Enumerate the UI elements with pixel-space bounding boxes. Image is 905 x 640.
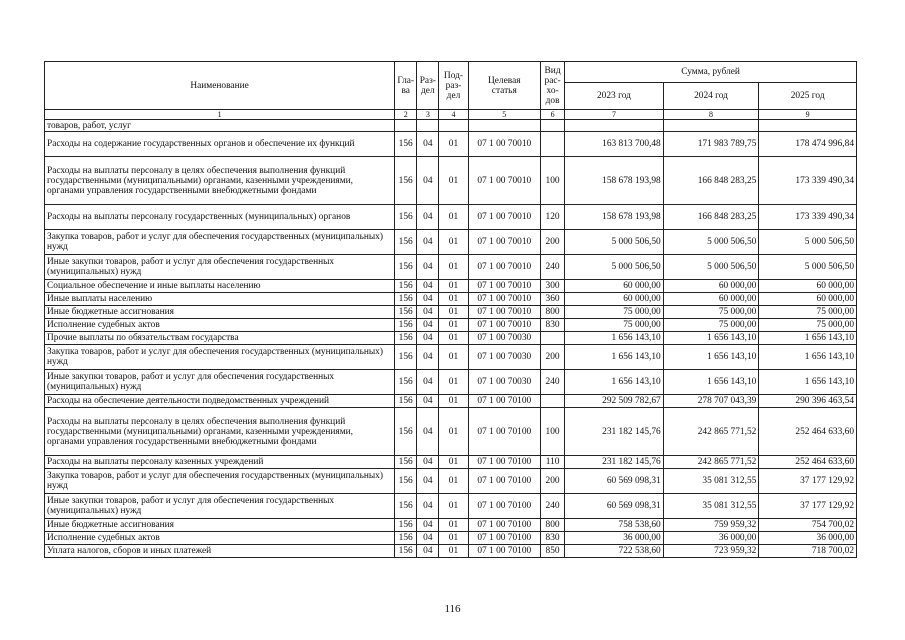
cell-vid-rashodov: 240 xyxy=(541,255,565,280)
table-row xyxy=(45,545,857,558)
cell-sum-2025: 5 000 506,50 xyxy=(759,255,857,280)
cell-name: Расходы на обеспечение деятельности подведомственных учреждений xyxy=(45,395,395,408)
cell-sum-2025: 5 000 506,50 xyxy=(759,230,857,255)
cell-glava: 156 xyxy=(395,280,417,293)
cell-glava: 156 xyxy=(395,494,417,519)
cell-sum-2023: 5 000 506,50 xyxy=(565,230,664,255)
cell-vid-rashodov: 110 xyxy=(541,456,565,469)
page-number: 116 xyxy=(444,603,461,615)
cell-celevaya-statya: 07 1 00 70100 xyxy=(468,532,540,545)
cell-vid-rashodov: 100 xyxy=(541,408,565,456)
cell-vid-rashodov xyxy=(541,120,565,132)
cell-glava: 156 xyxy=(395,205,417,230)
cell-celevaya-statya: 07 1 00 70100 xyxy=(468,456,540,469)
cell-sum-2025: 173 339 490,34 xyxy=(759,157,857,205)
cell-glava: 156 xyxy=(395,370,417,395)
table-row xyxy=(45,519,857,532)
table-row xyxy=(45,205,857,230)
cell-glava: 156 xyxy=(395,532,417,545)
cell-celevaya-statya: 07 1 00 70030 xyxy=(468,332,540,345)
cell-sum-2025: 1 656 143,10 xyxy=(759,345,857,370)
table-row xyxy=(45,255,857,280)
header-razdel: Раз- дел xyxy=(417,62,439,110)
cell-sum-2025: 60 000,00 xyxy=(759,280,857,293)
cell-vid-rashodov: 800 xyxy=(541,519,565,532)
cell-sum-2024: 242 865 771,52 xyxy=(663,456,759,469)
cell-podrazdel: 01 xyxy=(439,332,468,345)
table-row xyxy=(45,469,857,494)
cell-glava: 156 xyxy=(395,345,417,370)
cell-glava: 156 xyxy=(395,332,417,345)
cell-name: Иные закупки товаров, работ и услуг для обеспечения государственных (муниципальных) нужд xyxy=(45,494,395,519)
cell-sum-2025: 1 656 143,10 xyxy=(759,332,857,345)
cell-celevaya-statya: 07 1 00 70100 xyxy=(468,494,540,519)
header-year-2025: 2025 год xyxy=(759,83,857,110)
cell-sum-2025: 36 000,00 xyxy=(759,532,857,545)
cell-podrazdel: 01 xyxy=(439,519,468,532)
header-year-2024: 2024 год xyxy=(663,83,759,110)
header-name: Наименование xyxy=(45,62,395,110)
cell-podrazdel: 01 xyxy=(439,230,468,255)
cell-sum-2025: 290 396 463,54 xyxy=(759,395,857,408)
cell-sum-2024: 171 983 789,75 xyxy=(663,132,759,157)
cell-sum-2023: 75 000,00 xyxy=(565,306,664,319)
cell-sum-2023: 36 000,00 xyxy=(565,532,664,545)
table-row xyxy=(45,494,857,519)
table-row xyxy=(45,293,857,306)
cell-razdel: 04 xyxy=(417,532,439,545)
table-row xyxy=(45,370,857,395)
cell-name: товаров, работ, услуг xyxy=(45,120,395,132)
cell-podrazdel xyxy=(439,120,468,132)
cell-sum-2024: 1 656 143,10 xyxy=(663,345,759,370)
cell-glava: 156 xyxy=(395,319,417,332)
cell-podrazdel: 01 xyxy=(439,494,468,519)
cell-podrazdel: 01 xyxy=(439,205,468,230)
cell-sum-2023: 231 182 145,76 xyxy=(565,456,664,469)
cell-sum-2024: 166 848 283,25 xyxy=(663,205,759,230)
cell-sum-2023: 163 813 700,48 xyxy=(565,132,664,157)
cell-vid-rashodov: 360 xyxy=(541,293,565,306)
cell-celevaya-statya: 07 1 00 70100 xyxy=(468,408,540,456)
cell-vid-rashodov xyxy=(541,395,565,408)
cell-celevaya-statya: 07 1 00 70030 xyxy=(468,370,540,395)
cell-razdel: 04 xyxy=(417,469,439,494)
header-year-2023: 2023 год xyxy=(565,83,664,110)
cell-name: Иные закупки товаров, работ и услуг для обеспечения государственных (муниципальных) нужд xyxy=(45,255,395,280)
cell-celevaya-statya: 07 1 00 70010 xyxy=(468,306,540,319)
colnum-1: 1 xyxy=(45,110,395,120)
cell-podrazdel: 01 xyxy=(439,469,468,494)
cell-glava: 156 xyxy=(395,157,417,205)
cell-sum-2023: 158 678 193,98 xyxy=(565,205,664,230)
cell-name: Уплата налогов, сборов и иных платежей xyxy=(45,545,395,558)
cell-sum-2024: 759 959,32 xyxy=(663,519,759,532)
table-row xyxy=(45,306,857,319)
cell-celevaya-statya: 07 1 00 70010 xyxy=(468,280,540,293)
cell-sum-2025: 75 000,00 xyxy=(759,306,857,319)
table-row xyxy=(45,120,857,132)
cell-razdel: 04 xyxy=(417,157,439,205)
cell-celevaya-statya: 07 1 00 70100 xyxy=(468,519,540,532)
table-row xyxy=(45,456,857,469)
cell-sum-2024: 1 656 143,10 xyxy=(663,370,759,395)
cell-razdel xyxy=(417,120,439,132)
cell-razdel: 04 xyxy=(417,280,439,293)
cell-sum-2023: 158 678 193,98 xyxy=(565,157,664,205)
cell-sum-2023: 1 656 143,10 xyxy=(565,370,664,395)
cell-sum-2023: 60 569 098,31 xyxy=(565,494,664,519)
cell-name: Исполнение судебных актов xyxy=(45,319,395,332)
cell-name: Закупка товаров, работ и услуг для обеспечения государственных (муниципальных) нужд xyxy=(45,469,395,494)
cell-glava: 156 xyxy=(395,469,417,494)
cell-name: Иные бюджетные ассигнования xyxy=(45,519,395,532)
colnum-7: 7 xyxy=(565,110,664,120)
cell-sum-2024: 35 081 312,55 xyxy=(663,469,759,494)
table-body xyxy=(45,120,857,558)
cell-sum-2024: 75 000,00 xyxy=(663,306,759,319)
cell-name: Иные бюджетные ассигнования xyxy=(45,306,395,319)
cell-glava: 156 xyxy=(395,395,417,408)
cell-podrazdel: 01 xyxy=(439,319,468,332)
table-row xyxy=(45,332,857,345)
cell-razdel: 04 xyxy=(417,132,439,157)
cell-podrazdel: 01 xyxy=(439,408,468,456)
cell-podrazdel: 01 xyxy=(439,157,468,205)
cell-razdel: 04 xyxy=(417,545,439,558)
cell-podrazdel: 01 xyxy=(439,395,468,408)
cell-sum-2024: 75 000,00 xyxy=(663,319,759,332)
cell-podrazdel: 01 xyxy=(439,456,468,469)
cell-name: Расходы на выплаты персоналу государственных (муниципальных) органов xyxy=(45,205,395,230)
cell-glava: 156 xyxy=(395,545,417,558)
table-row xyxy=(45,132,857,157)
cell-celevaya-statya: 07 1 00 70010 xyxy=(468,293,540,306)
cell-celevaya-statya xyxy=(468,120,540,132)
table-row xyxy=(45,532,857,545)
cell-vid-rashodov: 200 xyxy=(541,230,565,255)
cell-name: Иные закупки товаров, работ и услуг для обеспечения государственных (муниципальных) нужд xyxy=(45,370,395,395)
cell-vid-rashodov: 240 xyxy=(541,494,565,519)
cell-sum-2023: 60 000,00 xyxy=(565,280,664,293)
cell-sum-2025: 37 177 129,92 xyxy=(759,494,857,519)
cell-sum-2025: 75 000,00 xyxy=(759,319,857,332)
cell-podrazdel: 01 xyxy=(439,255,468,280)
table-row xyxy=(45,230,857,255)
cell-podrazdel: 01 xyxy=(439,280,468,293)
cell-podrazdel: 01 xyxy=(439,306,468,319)
cell-name: Закупка товаров, работ и услуг для обеспечения государственных (муниципальных) нужд xyxy=(45,230,395,255)
cell-sum-2024: 60 000,00 xyxy=(663,280,759,293)
cell-sum-2025: 178 474 996,84 xyxy=(759,132,857,157)
cell-razdel: 04 xyxy=(417,408,439,456)
cell-sum-2023: 758 538,60 xyxy=(565,519,664,532)
colnum-9: 9 xyxy=(759,110,857,120)
cell-razdel: 04 xyxy=(417,230,439,255)
header-sum: Сумма, рублей xyxy=(565,62,857,83)
cell-razdel: 04 xyxy=(417,494,439,519)
cell-glava: 156 xyxy=(395,293,417,306)
cell-vid-rashodov: 100 xyxy=(541,157,565,205)
cell-celevaya-statya: 07 1 00 70010 xyxy=(468,230,540,255)
cell-glava: 156 xyxy=(395,255,417,280)
cell-sum-2024: 278 707 043,39 xyxy=(663,395,759,408)
cell-sum-2025: 718 700,02 xyxy=(759,545,857,558)
cell-sum-2024: 242 865 771,52 xyxy=(663,408,759,456)
cell-sum-2024: 723 959,32 xyxy=(663,545,759,558)
table-row xyxy=(45,395,857,408)
cell-celevaya-statya: 07 1 00 70010 xyxy=(468,132,540,157)
cell-sum-2025 xyxy=(759,120,857,132)
cell-name: Прочие выплаты по обязательствам государства xyxy=(45,332,395,345)
cell-sum-2025: 60 000,00 xyxy=(759,293,857,306)
cell-razdel: 04 xyxy=(417,205,439,230)
cell-vid-rashodov: 850 xyxy=(541,545,565,558)
cell-glava: 156 xyxy=(395,456,417,469)
cell-sum-2025: 754 700,02 xyxy=(759,519,857,532)
cell-razdel: 04 xyxy=(417,293,439,306)
cell-sum-2023: 60 000,00 xyxy=(565,293,664,306)
cell-razdel: 04 xyxy=(417,345,439,370)
cell-sum-2025: 252 464 633,60 xyxy=(759,408,857,456)
colnum-3: 3 xyxy=(417,110,439,120)
cell-celevaya-statya: 07 1 00 70100 xyxy=(468,395,540,408)
cell-sum-2024 xyxy=(663,120,759,132)
cell-name: Закупка товаров, работ и услуг для обеспечения государственных (муниципальных) нужд xyxy=(45,345,395,370)
cell-podrazdel: 01 xyxy=(439,370,468,395)
table-row xyxy=(45,345,857,370)
cell-vid-rashodov: 240 xyxy=(541,370,565,395)
cell-sum-2023: 292 509 782,67 xyxy=(565,395,664,408)
cell-glava: 156 xyxy=(395,519,417,532)
cell-glava: 156 xyxy=(395,306,417,319)
cell-sum-2024: 35 081 312,55 xyxy=(663,494,759,519)
cell-razdel: 04 xyxy=(417,370,439,395)
table-header xyxy=(45,62,857,120)
cell-name: Социальное обеспечение и иные выплаты населению xyxy=(45,280,395,293)
cell-sum-2023 xyxy=(565,120,664,132)
cell-vid-rashodov: 830 xyxy=(541,532,565,545)
cell-celevaya-statya: 07 1 00 70010 xyxy=(468,319,540,332)
cell-podrazdel: 01 xyxy=(439,132,468,157)
cell-vid-rashodov: 300 xyxy=(541,280,565,293)
cell-name: Расходы на выплаты персоналу в целях обеспечения выполнения функций государственными (муниципальными) органами, казенными учреждениями, органами управления государственными внебюджетными фондами xyxy=(45,408,395,456)
colnum-5: 5 xyxy=(468,110,540,120)
table-row xyxy=(45,408,857,456)
table-row xyxy=(45,319,857,332)
cell-glava xyxy=(395,120,417,132)
cell-sum-2024: 5 000 506,50 xyxy=(663,230,759,255)
cell-podrazdel: 01 xyxy=(439,345,468,370)
cell-celevaya-statya: 07 1 00 70030 xyxy=(468,345,540,370)
cell-sum-2025: 173 339 490,34 xyxy=(759,205,857,230)
cell-razdel: 04 xyxy=(417,255,439,280)
cell-podrazdel: 01 xyxy=(439,532,468,545)
cell-vid-rashodov xyxy=(541,132,565,157)
cell-vid-rashodov: 200 xyxy=(541,345,565,370)
cell-glava: 156 xyxy=(395,132,417,157)
table-row xyxy=(45,157,857,205)
cell-podrazdel: 01 xyxy=(439,545,468,558)
cell-vid-rashodov xyxy=(541,332,565,345)
header-glava: Гла- ва xyxy=(395,62,417,110)
cell-celevaya-statya: 07 1 00 70010 xyxy=(468,255,540,280)
cell-sum-2023: 1 656 143,10 xyxy=(565,332,664,345)
cell-razdel: 04 xyxy=(417,519,439,532)
cell-sum-2024: 5 000 506,50 xyxy=(663,255,759,280)
header-vid-rashodov: Вид рас- хо- дов xyxy=(541,62,565,110)
header-celevaya-statya: Целевая статья xyxy=(468,62,540,110)
cell-razdel: 04 xyxy=(417,456,439,469)
cell-name: Расходы на выплаты персоналу в целях обеспечения выполнения функций государственными (муниципальными) органами, казенными учреждениями, органами управления государственными внебюджетными фондами xyxy=(45,157,395,205)
cell-vid-rashodov: 830 xyxy=(541,319,565,332)
cell-vid-rashodov: 200 xyxy=(541,469,565,494)
cell-vid-rashodov: 800 xyxy=(541,306,565,319)
cell-celevaya-statya: 07 1 00 70010 xyxy=(468,157,540,205)
cell-sum-2023: 60 569 098,31 xyxy=(565,469,664,494)
cell-sum-2024: 36 000,00 xyxy=(663,532,759,545)
cell-razdel: 04 xyxy=(417,306,439,319)
cell-sum-2023: 1 656 143,10 xyxy=(565,345,664,370)
cell-glava: 156 xyxy=(395,408,417,456)
cell-celevaya-statya: 07 1 00 70010 xyxy=(468,205,540,230)
colnum-6: 6 xyxy=(541,110,565,120)
budget-table xyxy=(44,61,857,558)
cell-name: Исполнение судебных актов xyxy=(45,532,395,545)
cell-sum-2023: 722 538,60 xyxy=(565,545,664,558)
colnum-2: 2 xyxy=(395,110,417,120)
cell-podrazdel: 01 xyxy=(439,293,468,306)
colnum-8: 8 xyxy=(663,110,759,120)
cell-razdel: 04 xyxy=(417,395,439,408)
cell-celevaya-statya: 07 1 00 70100 xyxy=(468,545,540,558)
cell-sum-2024: 60 000,00 xyxy=(663,293,759,306)
cell-name: Расходы на содержание государственных органов и обеспечение их функций xyxy=(45,132,395,157)
cell-sum-2024: 166 848 283,25 xyxy=(663,157,759,205)
cell-celevaya-statya: 07 1 00 70100 xyxy=(468,469,540,494)
colnum-4: 4 xyxy=(439,110,468,120)
cell-razdel: 04 xyxy=(417,332,439,345)
cell-sum-2023: 5 000 506,50 xyxy=(565,255,664,280)
cell-glava: 156 xyxy=(395,230,417,255)
cell-sum-2025: 37 177 129,92 xyxy=(759,469,857,494)
cell-vid-rashodov: 120 xyxy=(541,205,565,230)
cell-sum-2024: 1 656 143,10 xyxy=(663,332,759,345)
cell-name: Расходы на выплаты персоналу казенных учреждений xyxy=(45,456,395,469)
cell-sum-2023: 75 000,00 xyxy=(565,319,664,332)
table-row xyxy=(45,280,857,293)
cell-sum-2023: 231 182 145,76 xyxy=(565,408,664,456)
cell-name: Иные выплаты населению xyxy=(45,293,395,306)
header-podrazdel: Под- раз- дел xyxy=(439,62,468,110)
cell-razdel: 04 xyxy=(417,319,439,332)
cell-sum-2025: 252 464 633,60 xyxy=(759,456,857,469)
cell-sum-2025: 1 656 143,10 xyxy=(759,370,857,395)
